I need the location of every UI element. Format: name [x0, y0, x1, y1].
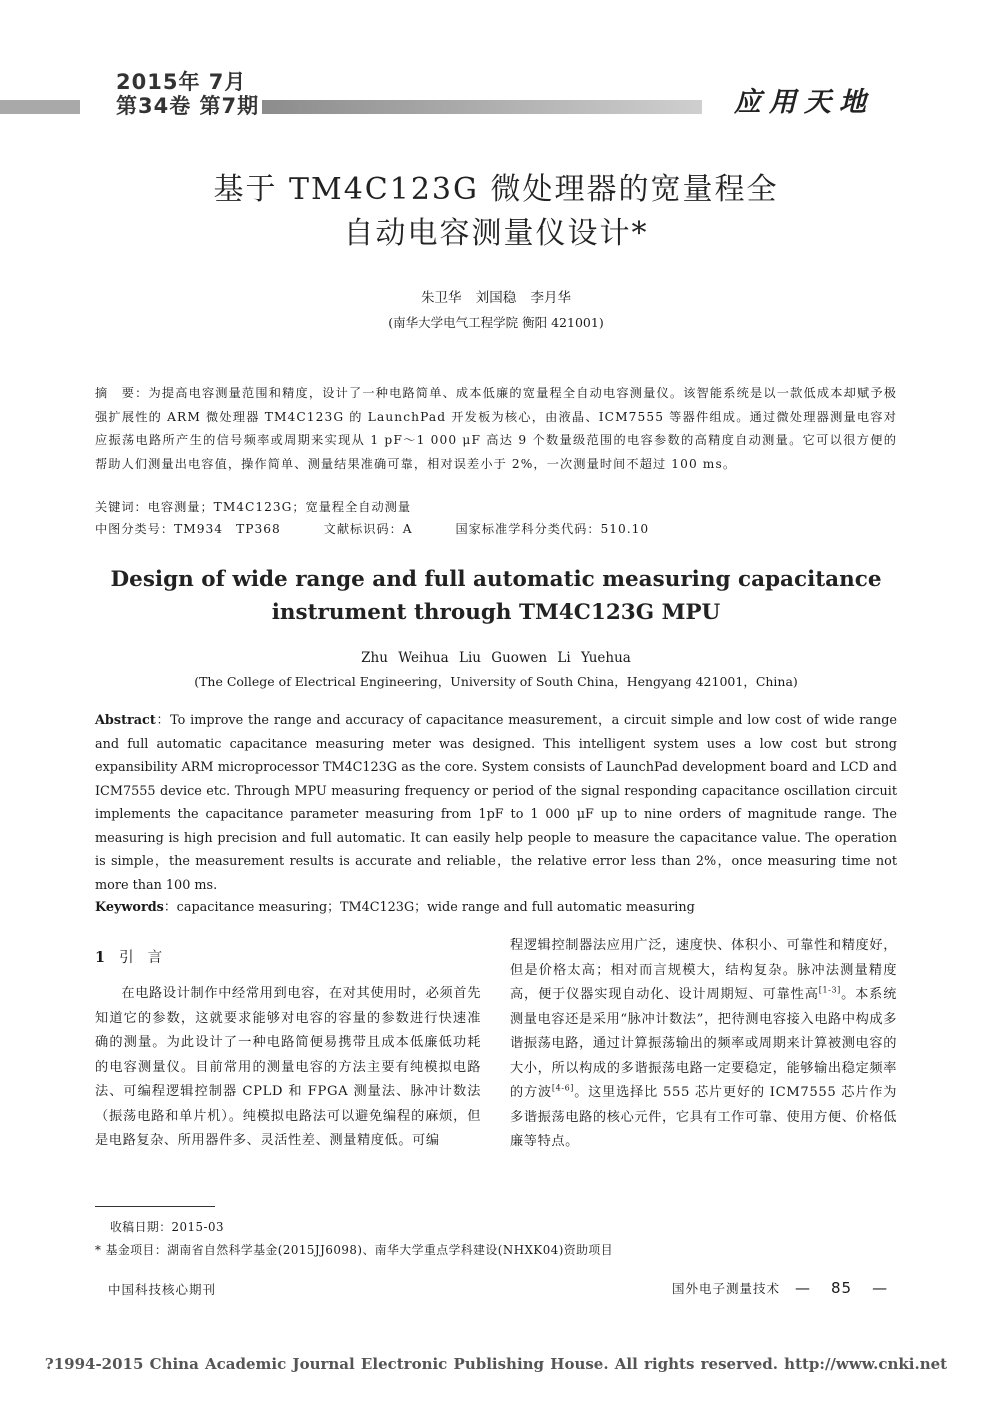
footnote-fund: * 基金项目：湖南省自然科学基金(2015JJ6098)、南华大学重点学科建设(NHXK04)资助项目 [95, 1243, 614, 1257]
title-en-line1: Design of wide range and full automatic measuring capacitance [110, 567, 882, 592]
authors-en: Zhu Weihua Liu Guowen Li Yuehua [361, 650, 631, 666]
affiliation-cn: (南华大学电气工程学院 衡阳 421001) [388, 315, 604, 330]
footer-journal-page [672, 1278, 898, 1300]
body-right-text-3: 。这里选择比 555 芯片更好的 ICM7555 芯片作为多谐振荡电路的核心元件，它具有工作可靠、使用方便、价格低廉等特点。 [510, 1085, 897, 1149]
footnote-divider [95, 1206, 215, 1207]
page-dash-left: — [795, 1279, 811, 1297]
body-left-column: 在电路设计制作中经常用到电容，在对其使用时，必须首先知道它的参数，这就要求能够对电容的容量的参数进行快速准确的测量。为此设计了一种电路简便易携带且成本低廉低功耗的电容测量仪。目前常用的测量电容的方法主要有纯模拟电路法、可编程逻辑控制器 CPLD 和 FPGA 测量法、脉冲计数法（振荡电路和单片机）。纯模拟电路法可以避免编程的麻烦，但是电路复杂、所用器件多、灵活性差、测量精度低。可编 [95, 986, 481, 1148]
document-code: 文献标识码：A [323, 522, 413, 536]
header-bar-right [262, 100, 702, 114]
page-dash-right: — [872, 1279, 889, 1297]
section-title: 引言 [119, 950, 177, 966]
footer-core-journal: 中国科技核心期刊 [108, 1282, 217, 1297]
body-right-text-2: 。本系统测量电容还是采用“脉冲计数法”，把待测电容接入电路中构成多谐振荡电路，通过计算振荡输出的频率或周期来计算被测电容的大小，所以构成的多谐振荡电路一定要稳定，能够输出稳定频率的方波 [510, 987, 897, 1100]
authors-cn: 朱卫华 刘国稳 李月华 [420, 290, 572, 306]
title-cn-line2: 自动电容测量仪设计* [343, 216, 649, 251]
section-heading [95, 947, 176, 969]
keywords-en-text: ：capacitance measuring；TM4C123G；wide range and full automatic measuring [163, 900, 695, 915]
issue-date: 2015年 7月 [116, 70, 247, 94]
copyright-notice: ?1994-2015 China Academic Journal Electronic Publishing House. All rights reserved. http://www.cnki.net [44, 1355, 948, 1373]
body-right-text-1: 程逻辑控制器法应用广泛，速度快、体积小、可靠性和精度好，但是价格太高；相对而言规模大，结构复杂。脉冲法测量精度高，便于仪器实现自动化、设计周期短、可靠性高 [510, 938, 897, 1002]
keywords-cn: 关键词：电容测量；TM4C123G；宽量程全自动测量 [95, 500, 412, 514]
footer-journal-name: 国外电子测量技术 [672, 1281, 781, 1296]
national-code: 国家标准学科分类代码：510.10 [455, 522, 650, 536]
page-number: 85 [831, 1279, 853, 1297]
footnote-received: 收稿日期：2015-03 [110, 1220, 225, 1234]
header-bar-left [0, 100, 80, 114]
abstract-cn: 摘 要：为提高电容测量范围和精度，设计了一种电路简单、成本低廉的宽量程全自动电容测量仪。该智能系统是以一款低成本却赋予极强扩展性的 ARM 微处理器 TM4C123G 的 LaunchPad 开发板为核心，由液晶、ICM7555 等器件组成。通过微处理器测量电容对应振荡电路所产生的信号频率或周期来实现从 1 pF～1 000 μF 高达 9 个数量级范围的电容参数的高精度自动测量。它可以很方便的帮助人们测量出电容值，操作简单、测量结果准确可靠，相对误差小于 2%，一次测量时间不超过 100 ms。 [95, 386, 897, 471]
abstract-en-text: ：To improve the range and accuracy of capacitance measurement，a circuit simple and low cost of wide range and full automatic capacitance measuring meter was designed. This intelligent system uses a low cost but strong expansibility ARM microprocessor TM4C123G as the core. System consists of LaunchPad development board and LCD and ICM7555 device etc. Through MPU measuring frequency or period of the signal responding capacitance oscillation circuit implements the capacitance parameter measuring from 1pF to 1 000 μF up to nine orders of magnitude range. The measuring is high precision and full automatic. It can easily help people to measure the capacitance value. The operation is simple，the measurement results is accurate and reliable，the relative error less than 2%，once measuring time not more than 100 ms. [95, 713, 897, 893]
abstract-en [95, 709, 897, 897]
section-number: 1 [95, 949, 106, 966]
title-en-line2: instrument through TM4C123G MPU [271, 600, 721, 625]
abstract-en-label: Abstract [95, 713, 156, 728]
title-cn-line1: 基于 TM4C123G 微处理器的宽量程全 [213, 172, 779, 207]
issue-volume: 第34卷 第7期 [116, 94, 260, 118]
keywords-en-label: Keywords [95, 900, 164, 915]
citation-ref-1: [1-3] [818, 985, 841, 995]
classification-codes [95, 518, 687, 540]
affiliation-en: (The College of Electrical Engineering，University of South China，Hengyang 421001，China) [194, 674, 798, 689]
keywords-en [95, 897, 897, 919]
body-right-column [510, 934, 897, 1155]
section-name: 应用天地 [734, 87, 874, 118]
clc-code: 中图分类号：TM934 TP368 [95, 522, 281, 536]
citation-ref-2: [4-6] [551, 1083, 575, 1093]
